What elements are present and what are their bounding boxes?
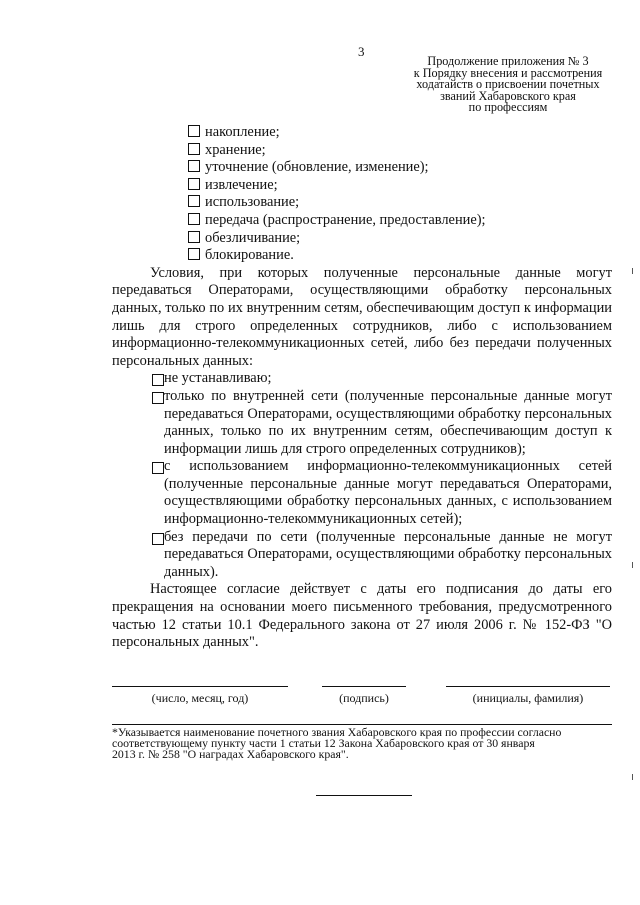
header-line: званий Хабаровского края <box>440 88 576 103</box>
action-label: использование; <box>205 194 300 211</box>
checkbox[interactable] <box>188 178 200 190</box>
checkbox[interactable] <box>152 533 164 545</box>
checkbox[interactable] <box>188 160 200 172</box>
end-rule <box>316 795 412 796</box>
checkbox[interactable] <box>188 143 200 155</box>
transfer-option <box>112 529 612 582</box>
checkbox[interactable] <box>152 462 164 474</box>
appendix-header <box>400 56 616 114</box>
transfer-option <box>112 458 612 528</box>
action-label: хранение; <box>205 141 266 158</box>
footnote-line: соответствующему пункту части 1 статьи 12 Закона Хабаровского края от 30 января <box>112 735 535 750</box>
signature-label: (подпись) <box>339 691 389 705</box>
header-line: к Порядку внесения и рассмотрения <box>413 65 603 80</box>
option-label: только по внутренней сети (полученные персональные данные могут передаваться Операторами, осуществляющими обработку персональных данных, только по их внутренним сетям, обеспечивающим доступ к информации лишь для строго определенных сотрудников); <box>164 387 612 457</box>
footnote <box>112 727 612 759</box>
scan-mark <box>632 562 633 568</box>
header-line: ходатайств о присвоении почетных <box>416 77 600 92</box>
checkbox[interactable] <box>188 125 200 137</box>
footnote-line: *Указывается наименование почетного звания Хабаровского края по профессии согласно <box>112 725 562 739</box>
checkbox[interactable] <box>152 392 164 404</box>
option-label: с использованием информационно-телекоммуникационных сетей (полученные персональные данные могут передаваться Операторами, осуществляющими обработку персональных данных, с использованием информационно-телекоммуникационных сетей); <box>164 458 612 528</box>
option-label: не устанавливаю; <box>164 370 272 387</box>
checkbox[interactable] <box>188 195 200 207</box>
checkbox[interactable] <box>188 231 200 243</box>
action-label: уточнение (обновление, изменение); <box>205 159 429 176</box>
date-line[interactable] <box>112 686 288 687</box>
footnote-line: 2013 г. № 258 "О наградах Хабаровского края". <box>112 746 349 761</box>
date-signature-field <box>112 686 288 714</box>
action-item <box>112 194 612 212</box>
actions-list <box>112 124 612 265</box>
action-label: обезличивание; <box>205 229 301 246</box>
date-label: (число, месяц, год) <box>151 691 249 705</box>
action-item <box>112 230 612 248</box>
action-label: извлечение; <box>205 176 278 193</box>
checkbox[interactable] <box>152 374 164 386</box>
page-number: 3 <box>358 44 365 59</box>
checkbox[interactable] <box>188 213 200 225</box>
name-label: (инициалы, фамилия) <box>472 691 584 705</box>
action-item <box>112 124 612 142</box>
option-label: без передачи по сети (полученные персональные данные не могут передаваться Операторами, осуществляющими обработку персональных данных). <box>164 528 612 580</box>
action-label: передача (распространение, предоставление); <box>205 211 486 228</box>
action-label: блокирование. <box>205 247 294 264</box>
signature-line[interactable] <box>322 686 406 687</box>
signature-field <box>322 686 406 714</box>
action-item <box>112 159 612 177</box>
action-item <box>112 247 612 265</box>
document-body <box>112 124 612 652</box>
header-line: Продолжение приложения № 3 <box>427 54 589 68</box>
scan-mark <box>632 774 633 780</box>
action-item <box>112 212 612 230</box>
name-signature-field <box>446 686 610 714</box>
checkbox[interactable] <box>188 248 200 260</box>
validity-paragraph: Настоящее согласие действует с даты его подписания до даты его прекращения на основании моего письменного требования, предусмотренного частью 12 статьи 10.1 Федерального закона от 27 июля 2006 г. № 152-ФЗ "О персональных данных". <box>112 581 612 651</box>
transfer-option <box>112 388 612 458</box>
transfer-options <box>112 370 612 581</box>
transfer-option <box>112 370 612 388</box>
action-item <box>112 142 612 160</box>
name-line[interactable] <box>446 686 610 687</box>
scan-mark <box>632 268 633 274</box>
action-label: накопление; <box>205 124 280 140</box>
header-line: по профессиям <box>468 100 548 115</box>
action-item <box>112 177 612 195</box>
conditions-paragraph: Условия, при которых полученные персональные данные могут передаваться Операторами, осуществляющими обработку персональных данных, только по их внутренним сетям, обеспечивающим доступ к информации лишь для строго определенных сотрудников, либо с использованием информационно-телекоммуникационных сетей, либо без передачи полученных персональных данных: <box>112 264 612 369</box>
